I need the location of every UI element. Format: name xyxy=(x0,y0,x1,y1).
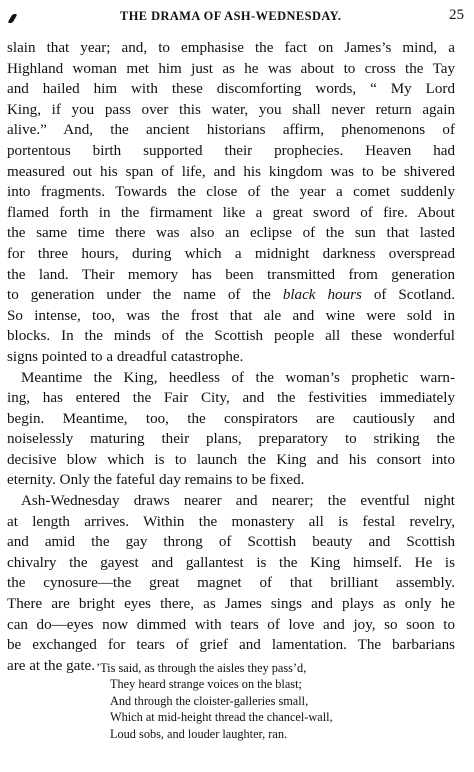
text-line xyxy=(7,285,455,306)
text-line: slain that year; and, to emphasise the fact on James’s mind, a xyxy=(7,40,455,56)
text-line: eternity. Only the fateful day remains to be fixed. xyxy=(7,472,305,489)
text-line: Highland woman met him just as he was about to cross the Tay xyxy=(7,60,455,77)
paragraph-2 xyxy=(7,368,455,492)
text-line: are at the gate. xyxy=(7,657,95,674)
text-line: measured out his span of life, and his kingdom was to be shivered xyxy=(7,163,455,180)
text-line: flamed forth in the firmament like a great sword of fire. About xyxy=(7,204,455,221)
text-segment: to generation under the name of the xyxy=(7,287,283,304)
text-line: King, if you pass over this water, you shall never return again xyxy=(7,101,455,118)
body-text xyxy=(7,38,455,676)
text-line: There are bright eyes there, as James sings and plays as only he xyxy=(7,596,455,613)
verse-line: Loud sobs, and louder laughter, ran. xyxy=(110,726,288,741)
text-line: signs pointed to a dreadful catastrophe. xyxy=(7,348,244,365)
text-line: and hailed him with these discomforting words, “ My Lord xyxy=(7,81,455,98)
text-line: at length arrives. Within the monastery all is festal revelry, xyxy=(7,513,455,530)
text-line: Meantime the King, heedless of the woman’s prophetic warn- xyxy=(21,369,455,386)
text-line: So intense, too, was the frost that ale and wine were sold in xyxy=(7,307,455,324)
text-line: alive.” And, the ancient historians affirm, phenomenons of xyxy=(7,122,455,139)
text-line: for three hours, during which a midnight darkness overspread xyxy=(7,245,455,262)
text-line: noiselessly maturing their plans, preparatory to striking the xyxy=(7,431,455,448)
text-line: Ash-Wednesday draws nearer and nearer; the eventful night xyxy=(21,493,455,510)
running-head: THE DRAMA OF ASH-WEDNESDAY. xyxy=(120,9,342,23)
emphasis-text: black hours xyxy=(282,287,362,304)
page-header xyxy=(0,8,474,28)
text-line: and amid the gay throng of Scottish beauty and Scottish xyxy=(7,534,455,551)
page-number: 25 xyxy=(449,7,464,23)
text-line: the cynosure—the great magnet of that brilliant assembly. xyxy=(7,575,455,592)
text-line: decisive blow which is to launch the King and his consort into xyxy=(7,451,455,468)
text-line: blocks. In the minds of the Scottish people all these wonderful xyxy=(7,328,455,345)
verse-line: And through the cloister-galleries small, xyxy=(110,693,309,708)
text-line: can do—eyes now dimmed with tears of love and joy, so soon to xyxy=(7,616,455,633)
text-segment: of Scotland. xyxy=(361,287,456,304)
text-line: chivalry the gayest and gallantest is the King himself. He is xyxy=(7,554,455,571)
verse-quotation xyxy=(96,660,436,742)
verse-line: ’Tis said, as through the aisles they pass’d, xyxy=(96,661,307,675)
paragraph-3 xyxy=(7,491,455,676)
text-line: into fragments. Towards the close of the year a comet suddenly xyxy=(7,184,455,201)
verse-line: They heard strange voices on the blast; xyxy=(110,677,302,692)
text-line: begin. Meantime, too, the conspirators are cautiously and xyxy=(7,410,455,427)
text-line: the same time there was also an eclipse of the sun that lasted xyxy=(7,225,455,242)
text-line: portentous birth supported their prophecies. Heaven had xyxy=(7,142,455,159)
text-line: the land. Their memory has been transmitted from generation xyxy=(7,266,455,283)
paragraph-1 xyxy=(7,38,455,368)
text-line: ing, has entered the Fair City, and the festivities immediately xyxy=(7,390,455,407)
verse-line: Which at mid-height thread the chancel-wall, xyxy=(110,710,333,725)
text-line: be exchanged for tears of grief and lamentation. The barbarians xyxy=(7,637,455,654)
